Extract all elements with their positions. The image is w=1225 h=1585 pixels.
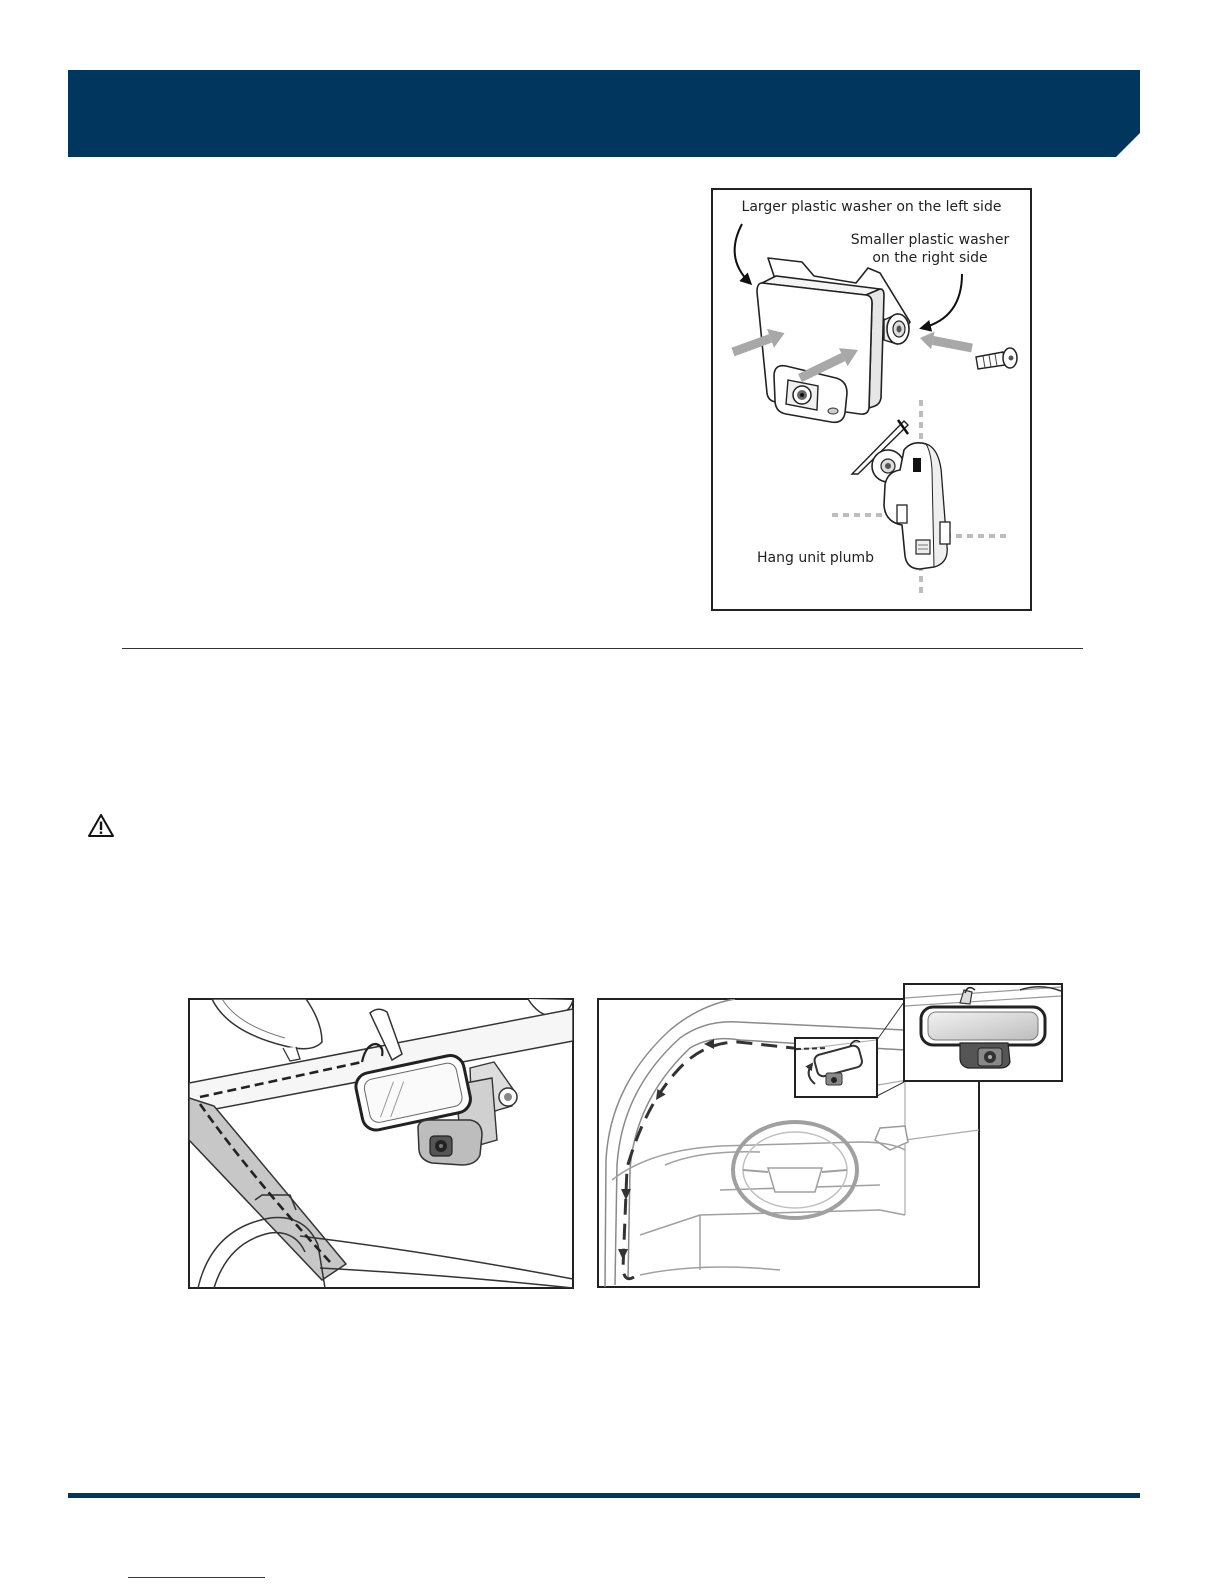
smaller-washer-knob — [884, 314, 909, 344]
hang-plumb-label: Hang unit plumb — [757, 550, 875, 566]
cable-route-closeup-diagram — [188, 998, 574, 1289]
camera-lens-housing — [418, 1120, 482, 1165]
small-inset-mirror-view — [795, 1038, 877, 1097]
smaller-washer-label-line2: on the right side — [872, 250, 988, 266]
smaller-washer-label-line1: Smaller plastic washer — [850, 232, 1010, 248]
larger-washer-label: Larger plastic washer on the left side — [741, 199, 1002, 215]
section-divider — [122, 648, 1083, 649]
cable-route-overview-diagram — [596, 982, 1064, 1289]
footer-rule — [68, 1493, 1140, 1498]
camera-unit-front — [757, 276, 884, 422]
header-banner — [68, 70, 1140, 157]
camera-lens-icon — [786, 380, 818, 410]
warning-icon — [87, 813, 115, 838]
footer-link[interactable] — [128, 1577, 265, 1578]
large-inset-mirror-closeup — [904, 984, 1062, 1081]
